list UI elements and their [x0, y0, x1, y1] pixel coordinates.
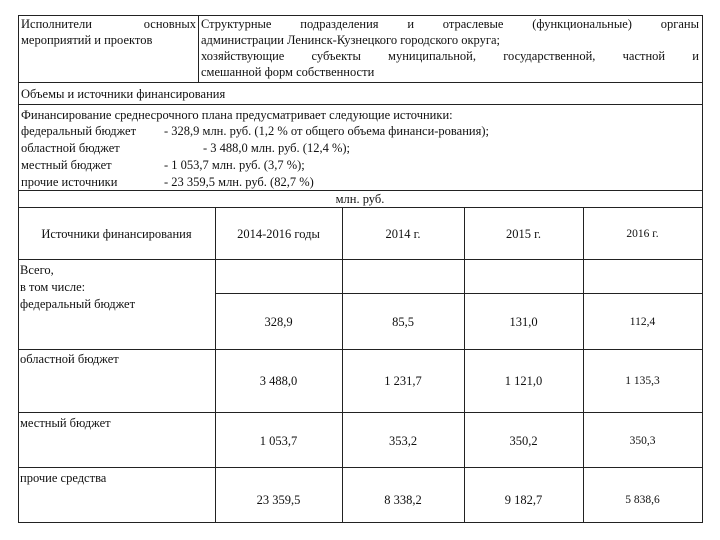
table-col-rule-3 — [464, 207, 465, 523]
table-rule-row-1 — [18, 349, 703, 350]
executors-label — [21, 16, 196, 48]
executors-label-word-1: Исполнители — [21, 17, 92, 31]
table-rule-total — [215, 293, 703, 294]
table-rule-bottom — [18, 522, 703, 523]
table-cell-local-2015: 350,2 — [509, 434, 538, 448]
table-col-rule-4 — [583, 207, 584, 523]
table-col-rule-1 — [215, 207, 216, 523]
rule-header-divider — [198, 15, 199, 82]
table-cell-regional-total: 3 488,0 — [259, 374, 298, 388]
executors-text-line-1: Структурные подразделения и отраслевые (функциональные) органы — [201, 17, 699, 31]
source-name-federal: федеральный бюджет — [21, 124, 137, 138]
table-rule-top — [18, 207, 703, 208]
source-name-local: местный бюджет — [21, 158, 112, 172]
rule-right — [702, 15, 703, 523]
table-total-sublabel: в том числе: — [20, 280, 86, 294]
source-value-local: - 1 053,7 млн. руб. (3,7 %); — [164, 158, 305, 172]
table-row-label-other: прочие средства — [20, 471, 107, 485]
table-cell-local-total: 1 053,7 — [259, 434, 298, 448]
table-header-2016: 2016 г. — [626, 228, 659, 240]
table-cell-local-2016: 350,3 — [629, 435, 656, 447]
table-cell-other-total: 23 359,5 — [256, 493, 301, 507]
units-label: млн. руб. — [335, 192, 385, 206]
executors-text-line-2: администрации Ленинск-Кузнецкого городского округа; — [201, 33, 501, 47]
table-rule-row-2 — [18, 412, 703, 413]
table-col-rule-2 — [342, 207, 343, 523]
rule-after-header — [18, 82, 703, 83]
table-cell-federal-total: 328,9 — [264, 315, 293, 329]
table-rule-header — [18, 259, 703, 260]
table-total-label: Всего, — [20, 263, 54, 277]
table-cell-federal-2014: 85,5 — [392, 315, 414, 329]
source-name-regional: областной бюджет — [21, 141, 120, 155]
table-cell-other-2016: 5 838,6 — [625, 494, 660, 506]
table-cell-regional-2016: 1 135,3 — [625, 375, 660, 387]
table-header-total: 2014-2016 годы — [237, 227, 320, 241]
table-cell-other-2014: 8 338,2 — [384, 493, 422, 507]
executors-label-line-2: мероприятий и проектов — [21, 33, 153, 47]
rule-after-title — [18, 104, 703, 105]
table-row-label-local: местный бюджет — [20, 416, 111, 430]
source-value-regional: - 3 488,0 млн. руб. (12,4 %); — [203, 141, 350, 155]
table-header-source: Источники финансирования — [41, 227, 192, 241]
table-cell-other-2015: 9 182,7 — [504, 493, 543, 507]
table-cell-federal-2015: 131,0 — [509, 315, 538, 329]
table-cell-federal-2016: 112,4 — [629, 316, 656, 328]
section-title: Объемы и источники финансирования — [21, 87, 226, 101]
table-cell-regional-2015: 1 121,0 — [504, 374, 543, 388]
table-row-label-regional: областной бюджет — [20, 352, 119, 366]
financing-intro: Финансирование среднесрочного плана предусматривает следующие источники: — [21, 108, 453, 122]
table-header-2014: 2014 г. — [385, 227, 421, 241]
source-value-federal: - 328,9 млн. руб. (1,2 % от общего объема финанси-рования); — [164, 124, 489, 138]
executors-text-line-4: смешанной форм собственности — [201, 65, 375, 79]
executors-text — [201, 16, 699, 80]
source-value-other: - 23 359,5 млн. руб. (82,7 %) — [164, 175, 314, 189]
table-rule-row-3 — [18, 467, 703, 468]
executors-text-line-3: хозяйствующие субъекты муниципальной, государственной, частной и — [201, 49, 699, 63]
executors-label-word-2: основных — [143, 17, 196, 31]
table-cell-local-2014: 353,2 — [388, 434, 418, 448]
table-header-2015: 2015 г. — [506, 227, 541, 241]
source-name-other: прочие источники — [21, 175, 118, 189]
table-cell-regional-2014: 1 231,7 — [384, 374, 422, 388]
rule-left — [18, 15, 19, 523]
table-row-label-federal: федеральный бюджет — [20, 297, 136, 311]
